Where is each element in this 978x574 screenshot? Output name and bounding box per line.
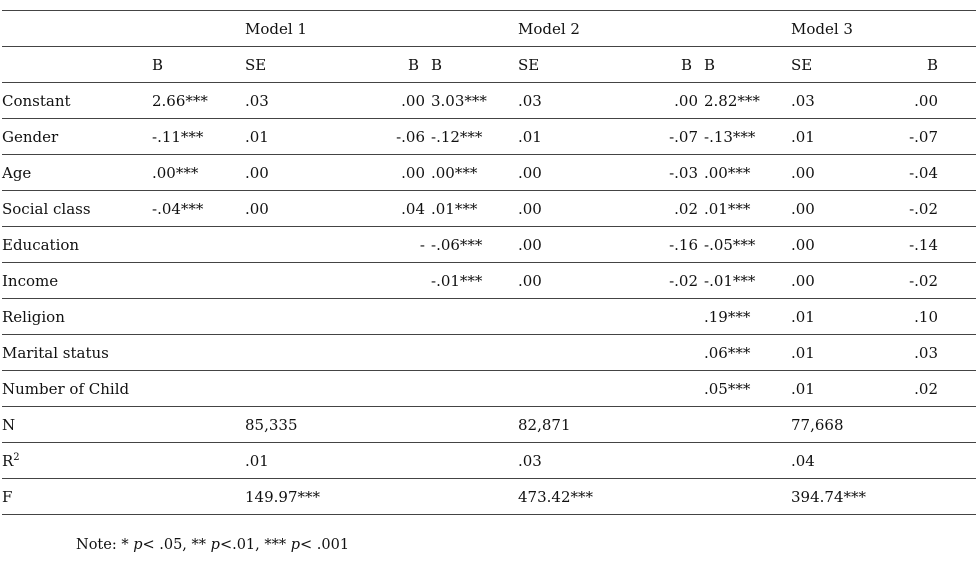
table-cell	[425, 299, 518, 335]
table-cell: .01	[518, 119, 608, 155]
table-cell: .00	[791, 227, 881, 263]
table-row	[2, 299, 976, 335]
table-cell: .19***	[698, 299, 791, 335]
col-header: B	[425, 47, 518, 83]
table-cell: .04	[335, 191, 425, 227]
table-cell: .03	[791, 83, 881, 119]
table-cell	[425, 371, 518, 407]
table-cell: .00	[791, 263, 881, 299]
stat-value: 82,871	[518, 407, 608, 443]
row-label: Age	[2, 155, 152, 191]
table-cell: -.01***	[425, 263, 518, 299]
table-cell	[152, 299, 245, 335]
table-cell	[518, 299, 608, 335]
stat-value: .04	[791, 443, 881, 479]
table-cell: .00***	[152, 155, 245, 191]
col-header: SE	[791, 47, 881, 83]
row-label: Marital status	[2, 335, 152, 371]
row-label: Income	[2, 263, 152, 299]
table-cell: -.05***	[698, 227, 791, 263]
stat-value: 394.74***	[791, 479, 881, 515]
table-cell: .00	[518, 191, 608, 227]
col-header: B	[698, 47, 791, 83]
table-cell: .01	[791, 299, 881, 335]
table-cell	[425, 335, 518, 371]
table-row	[2, 227, 976, 263]
table-cell: .01***	[698, 191, 791, 227]
table-cell: -.07	[608, 119, 698, 155]
table-cell: .00	[335, 155, 425, 191]
table-cell: .01	[245, 119, 335, 155]
table-cell	[152, 335, 245, 371]
table-cell	[335, 371, 425, 407]
table-cell: -.13***	[698, 119, 791, 155]
stat-label: $R^2$	[2, 443, 152, 479]
col-header: B	[152, 47, 245, 83]
table-cell: -.01***	[698, 263, 791, 299]
table-cell: .06***	[698, 335, 791, 371]
table-cell: .00	[518, 155, 608, 191]
table-row	[2, 371, 976, 407]
table-cell: .02	[608, 191, 698, 227]
table-cell	[608, 299, 698, 335]
stat-value: .01	[245, 443, 335, 479]
table-cell: -.16	[608, 227, 698, 263]
table-cell: .00	[245, 191, 335, 227]
table-cell	[245, 299, 335, 335]
table-cell: 2.82***	[698, 83, 791, 119]
table-cell: .00	[608, 83, 698, 119]
table-cell: -.02	[881, 191, 976, 227]
table-cell: 3.03***	[425, 83, 518, 119]
table-cell: -.06***	[425, 227, 518, 263]
model-2-header: Model 2	[518, 11, 608, 47]
table-cell: .00	[518, 263, 608, 299]
col-header: B	[608, 47, 698, 83]
table-cell: .05***	[698, 371, 791, 407]
stat-row	[2, 443, 976, 479]
table-cell: .01	[791, 119, 881, 155]
col-header: B	[881, 47, 976, 83]
model-3-header: Model 3	[791, 11, 881, 47]
row-label: Social class	[2, 191, 152, 227]
stat-value: 77,668	[791, 407, 881, 443]
table-cell	[245, 335, 335, 371]
table-cell: .00	[791, 155, 881, 191]
table-cell: .10	[881, 299, 976, 335]
table-cell: -.02	[881, 263, 976, 299]
table-cell: .00	[245, 155, 335, 191]
table-cell	[152, 227, 245, 263]
stat-value: 85,335	[245, 407, 335, 443]
table-cell: .03	[881, 335, 976, 371]
table-cell	[245, 227, 335, 263]
table-cell	[245, 371, 335, 407]
table-cell	[152, 371, 245, 407]
model-1-header: Model 1	[245, 11, 335, 47]
table-cell: -.07	[881, 119, 976, 155]
stat-value: 149.97***	[245, 479, 335, 515]
significance-note: Note: * p< .05, ** p<.01, *** p< .001	[76, 537, 350, 553]
table-cell: -.02	[608, 263, 698, 299]
table-cell: .00	[881, 83, 976, 119]
table-cell: .00	[518, 227, 608, 263]
row-label: Religion	[2, 299, 152, 335]
stat-value: .03	[518, 443, 608, 479]
table-cell	[518, 371, 608, 407]
table-cell: .00	[335, 83, 425, 119]
table-cell: 2.66***	[152, 83, 245, 119]
table-cell: -.14	[881, 227, 976, 263]
row-label: Number of Child	[2, 371, 152, 407]
model-header-row	[2, 11, 976, 47]
table-cell: -	[335, 227, 425, 263]
table-cell: -.12***	[425, 119, 518, 155]
table-cell: -.04***	[152, 191, 245, 227]
row-label: Gender	[2, 119, 152, 155]
table-cell	[245, 263, 335, 299]
table-cell: -.04	[881, 155, 976, 191]
table-cell: .02	[881, 371, 976, 407]
table-cell: .03	[518, 83, 608, 119]
stat-row	[2, 407, 976, 443]
table-cell	[335, 335, 425, 371]
col-header: B	[335, 47, 425, 83]
regression-table	[2, 10, 976, 515]
table-row	[2, 119, 976, 155]
stat-value: 473.42***	[518, 479, 608, 515]
table-cell: .01	[791, 371, 881, 407]
stat-row	[2, 479, 976, 515]
table-cell: .01	[791, 335, 881, 371]
row-label: Constant	[2, 83, 152, 119]
table-cell	[608, 335, 698, 371]
table-cell: .00	[791, 191, 881, 227]
table-cell: -.03	[608, 155, 698, 191]
table-row	[2, 263, 976, 299]
row-label: Education	[2, 227, 152, 263]
table-row	[2, 191, 976, 227]
table-cell: .00***	[698, 155, 791, 191]
table-cell	[608, 371, 698, 407]
stat-label: N	[2, 407, 152, 443]
table-row	[2, 83, 976, 119]
table-cell: -.11***	[152, 119, 245, 155]
table-cell	[518, 335, 608, 371]
stat-label: F	[2, 479, 152, 515]
subheader-row	[2, 47, 976, 83]
table-cell	[152, 263, 245, 299]
table-cell	[335, 299, 425, 335]
col-header: SE	[245, 47, 335, 83]
col-header: SE	[518, 47, 608, 83]
table-cell: .00***	[425, 155, 518, 191]
table-cell: .03	[245, 83, 335, 119]
table-cell: -.06	[335, 119, 425, 155]
table-cell: .01***	[425, 191, 518, 227]
table-cell	[335, 263, 425, 299]
table-row	[2, 155, 976, 191]
table-row	[2, 335, 976, 371]
